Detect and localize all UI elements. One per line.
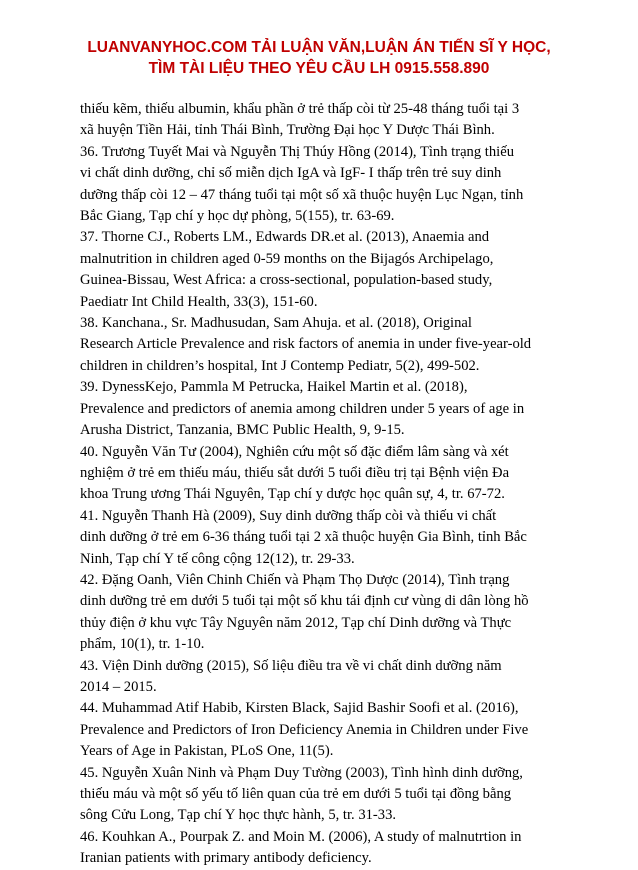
reference-line: 41. Nguyễn Thanh Hà (2009), Suy dinh dưỡng thấp còi và thiếu vi chất — [80, 507, 497, 524]
reference-line: 40. Nguyễn Văn Tư (2004), Nghiên cứu một số đặc điểm lâm sàng và xét — [80, 443, 509, 460]
reference-line: nghiệm ở trẻ em thiếu máu, thiếu sắt dưới 5 tuổi điều trị tại Bệnh viện Đa — [80, 464, 510, 481]
header-line-2: TÌM TÀI LIỆU THEO YÊU CẦU LH 0915.558.890 — [148, 60, 490, 77]
page-header — [0, 37, 638, 79]
reference-line: Iranian patients with primary antibody deficiency. — [80, 850, 372, 867]
reference-line: thiếu kẽm, thiếu albumin, khẩu phần ở trẻ thấp còi từ 25-48 tháng tuổi tại 3 — [80, 101, 520, 117]
reference-line: 43. Viện Dinh dưỡng (2015), Số liệu điều tra về vi chất dinh dưỡng năm — [80, 657, 502, 674]
reference-line: thiếu máu và một số yếu tố liên quan của trẻ em dưới 5 tuổi tại đồng bằng — [80, 786, 512, 802]
reference-line: Guinea-Bissau, West Africa: a cross-sectional, population-based study, — [80, 272, 493, 289]
reference-line: khoa Trung ương Thái Nguyên, Tạp chí y dược học quân sự, 4, tr. 67-72. — [80, 486, 505, 503]
reference-line: 38. Kanchana., Sr. Madhusudan, Sam Ahuja. et al. (2018), Original — [80, 315, 472, 332]
reference-line: 39. DynessKejo, Pammla M Petrucka, Haikel Martin et al. (2018), — [80, 379, 468, 396]
reference-line: Prevalence and predictors of anemia among children under 5 years of age in — [80, 400, 525, 417]
reference-line: Ninh, Tạp chí Y tế công cộng 12(12), tr. 29-33. — [80, 550, 355, 567]
reference-line: phẩm, 10(1), tr. 1-10. — [80, 636, 205, 653]
reference-line: Prevalence and Predictors of Iron Deficiency Anemia in Children under Five — [80, 721, 529, 738]
reference-line: Years of Age in Pakistan, PLoS One, 11(5). — [80, 743, 334, 760]
reference-list — [80, 99, 560, 870]
reference-line: 2014 – 2015. — [80, 678, 157, 695]
reference-line: Arusha District, Tanzania, BMC Public Health, 9, 9-15. — [80, 422, 405, 439]
reference-line: Bắc Giang, Tạp chí y học dự phòng, 5(155), tr. 63-69. — [80, 208, 395, 225]
reference-line: 44. Muhammad Atif Habib, Kirsten Black, Sajid Bashir Soofi et al. (2016), — [80, 700, 519, 717]
reference-line: xã huyện Tiền Hải, tỉnh Thái Bình, Trường Đại học Y Dược Thái Bình. — [80, 122, 495, 139]
reference-line: Research Article Prevalence and risk factors of anemia in under five-year-old — [80, 336, 532, 353]
reference-line: 45. Nguyễn Xuân Ninh và Phạm Duy Tường (2003), Tình hình dinh dưỡng, — [80, 764, 523, 781]
reference-line: vi chất dinh dưỡng, chỉ số miễn dịch IgA và IgF- I thấp trên trẻ suy dinh — [80, 165, 502, 182]
reference-line: Paediatr Int Child Health, 33(3), 151-60. — [80, 293, 318, 310]
reference-line: children in children’s hospital, Int J Contemp Pediatr, 5(2), 499-502. — [80, 357, 480, 374]
reference-line: sông Cửu Long, Tạp chí Y học thực hành, 5, tr. 31-33. — [80, 807, 397, 824]
reference-line: 46. Kouhkan A., Pourpak Z. and Moin M. (2006), A study of malnutrtion in — [80, 828, 522, 845]
reference-line: malnutrition in children aged 0-59 months on the Bijagós Archipelago, — [80, 250, 494, 267]
header-line-1: LUANVANYHOC.COM TẢI LUẬN VĂN,LUẬN ÁN TIẾN SĨ Y HỌC, — [87, 39, 551, 56]
reference-line: dưỡng thấp còi 12 – 47 tháng tuổi tại một số xã thuộc huyện Lục Ngạn, tỉnh — [80, 186, 524, 203]
reference-line: 36. Trương Tuyết Mai và Nguyễn Thị Thúy Hồng (2014), Tình trạng thiếu — [80, 143, 514, 160]
reference-line: 37. Thorne CJ., Roberts LM., Edwards DR.et al. (2013), Anaemia and — [80, 229, 490, 246]
reference-line: dinh dưỡng ở trẻ em 6-36 tháng tuổi tại 2 xã thuộc huyện Gia Bình, tỉnh Bắc — [80, 529, 527, 546]
reference-line: dinh dưỡng trẻ em dưới 5 tuổi tại một số khu tái định cư vùng di dân lòng hồ — [80, 593, 529, 610]
reference-line: thủy điện ở khu vực Tây Nguyên năm 2012, Tạp chí Dinh dưỡng và Thực — [80, 614, 512, 631]
reference-line: 42. Đặng Oanh, Viên Chinh Chiến và Phạm Thọ Dược (2014), Tình trạng — [80, 571, 510, 588]
